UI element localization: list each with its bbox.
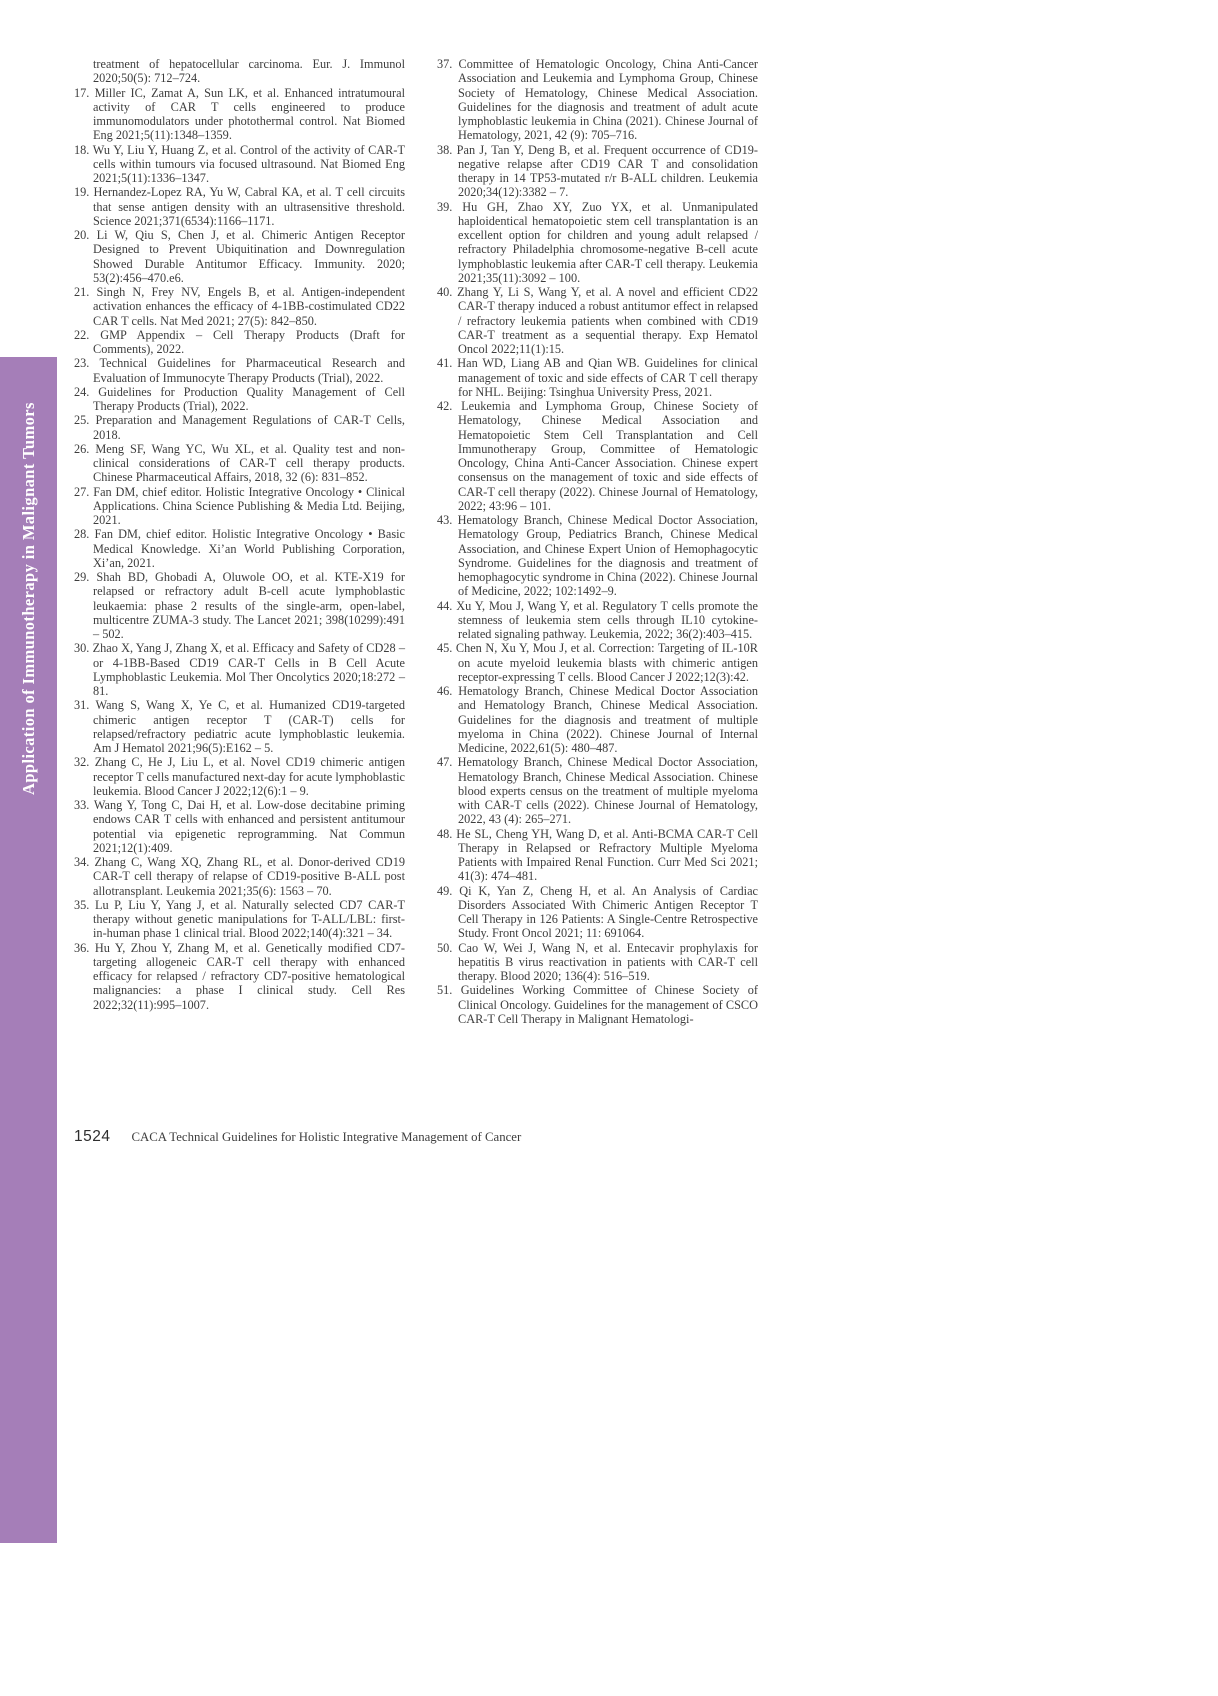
reference-item (437, 513, 758, 599)
reference-number: 46. (437, 684, 453, 698)
page-number: 1524 (74, 1128, 111, 1145)
reference-number: 44. (437, 598, 453, 613)
reference-number: 48. (437, 826, 453, 841)
reference-text: Singh N, Frey NV, Engels B, et al. Antigen-independent activation enhances the efficacy of 4-1BB-costimulated CD22 CAR T cells. Nat Med 2021; 27(5): 842–850. (93, 285, 405, 328)
reference-item (74, 57, 405, 86)
reference-item (74, 698, 405, 755)
reference-text: Zhao X, Yang J, Zhang X, et al. Efficacy and Safety of CD28 – or 4-1BB-Based CD19 CAR-T Cells in B Cell Acute Lymphoblastic Leukemia. Mol Ther Oncolytics 2020;18:272 – 81. (92, 641, 405, 698)
chapter-sidebar (0, 357, 57, 1543)
reference-text: Xu Y, Mou J, Wang Y, et al. Regulatory T cells promote the stemness of leukemia stem cells through IL10 cytokine-related signaling pathway. Leukemia, 2022; 36(2):403–415. (456, 598, 758, 641)
reference-text: Guidelines Working Committee of Chinese Society of Clinical Oncology. Guidelines for the management of CSCO CAR-T Cell Therapy in Malignant Hematologi- (458, 983, 758, 1026)
reference-item (437, 200, 758, 286)
reference-item (437, 983, 758, 1026)
reference-number: 17. (74, 85, 90, 100)
running-footer-title: CACA Technical Guidelines for Holistic Integrative Management of Cancer (131, 1130, 522, 1144)
reference-item (74, 413, 405, 442)
reference-number: 37. (437, 57, 453, 71)
reference-number: 47. (437, 755, 453, 770)
reference-text: Hernandez-Lopez RA, Yu W, Cabral KA, et al. T cell circuits that sense antigen density with an ultrasensitive threshold. Science 2021;371(6534):1166–1171. (93, 185, 405, 228)
reference-text: Hu Y, Zhou Y, Zhang M, et al. Genetically modified CD7-targeting allogeneic CAR-T cell therapy with enhanced efficacy for relapsed / refractory CD7-positive hematological malignancies: a phase I clinical study. Cell Res 2022;32(11):995–1007. (93, 940, 406, 1012)
reference-item (437, 285, 758, 356)
reference-item (74, 941, 405, 1012)
reference-text: Chen N, Xu Y, Mou J, et al. Correction: Targeting of IL-10R on acute myeloid leukemia blasts with chimeric antigen receptor-expressing T cells. Blood Cancer J 2022;12(3):42. (455, 641, 758, 684)
reference-text: Wang S, Wang X, Ye C, et al. Humanized CD19-targeted chimeric antigen receptor T (CAR-T) cells for relapsed/refractory pediatric acute lymphoblastic leukemia. Am J Hematol 2021;96(5):E162 – 5. (93, 698, 405, 755)
reference-number: 32. (74, 755, 90, 770)
reference-item (74, 898, 405, 941)
reference-text: Hematology Branch, Chinese Medical Doctor Association and Hematology Branch, Chinese Medical Association. Guidelines for the diagnosis and treatment of multiple myeloma in China (2022). Chinese Journal of Internal Medicine, 2022,61(5): 480–487. (458, 684, 758, 755)
reference-number: 39. (437, 199, 453, 214)
reference-number: 18. (74, 142, 90, 157)
reference-item (437, 684, 758, 755)
reference-text: Hematology Branch, Chinese Medical Doctor Association, Hematology Branch, Chinese Medical Association. Chinese blood experts census on the treatment of multiple myeloma with CAR-T cells (2022). Chinese Journal of Hematology, 2022, 43 (4): 265–271. (457, 755, 758, 827)
reference-number: 50. (437, 940, 453, 955)
reference-item (74, 185, 405, 228)
reference-item (437, 641, 758, 684)
reference-text: Leukemia and Lymphoma Group, Chinese Society of Hematology, Chinese Medical Association and Hematopoietic Stem Cell Transplantation and Cell Immunotherapy Group, Committee of Hematologic Oncology, China Anti-Cancer Association. Chinese expert consensus on the management of toxic and side effects of CAR-T cell therapy (2022). Chinese Journal of Hematology, 2022; 43:96 – 101. (458, 399, 758, 513)
reference-number: 34. (74, 855, 90, 869)
reference-text: Wang Y, Tong C, Dai H, et al. Low-dose decitabine priming endows CAR T cells with enhanced and persistent antitumour potential via epigenetic reprogramming. Nat Commun 2021;12(1):409. (93, 798, 405, 855)
references-column-left (74, 57, 405, 1012)
reference-text: Zhang C, He J, Liu L, et al. Novel CD19 chimeric antigen receptor T cells manufactured next-day for acute lymphoblastic leukemia. Blood Cancer J 2022;12(6):1 – 9. (93, 755, 405, 798)
reference-item (74, 485, 405, 528)
reference-item (74, 285, 405, 328)
reference-item (74, 86, 405, 143)
reference-item (437, 884, 758, 941)
reference-number: 23. (74, 356, 90, 371)
reference-number: 25. (74, 413, 90, 428)
reference-item (74, 356, 405, 385)
reference-item (74, 143, 405, 186)
reference-text: Fan DM, chief editor. Holistic Integrative Oncology • Clinical Applications. China Science Publishing & Media Ltd. Beijing, 2021. (93, 484, 405, 527)
reference-text: Qi K, Yan Z, Cheng H, et al. An Analysis of Cardiac Disorders Associated With Chimeric Antigen Receptor T Cell Therapy in 126 Patients: A Single-Centre Retrospective Study. Front Oncol 2021; 11: 691064. (458, 883, 758, 941)
reference-text: He SL, Cheng YH, Wang D, et al. Anti-BCMA CAR-T Cell Therapy in Relapsed or Refractory Multiple Myeloma Patients with Impaired Renal Function. Curr Med Sci 2021; 41(3): 474–481. (456, 826, 759, 884)
reference-item (74, 328, 405, 357)
reference-number: 51. (437, 983, 453, 998)
reference-item (437, 599, 758, 642)
reference-text: Fan DM, chief editor. Holistic Integrative Oncology • Basic Medical Knowledge. Xi’an World Publishing Corporation, Xi’an, 2021. (93, 527, 406, 570)
reference-item (437, 755, 758, 826)
reference-text: treatment of hepatocellular carcinoma. Eur. J. Immunol 2020;50(5): 712–724. (93, 57, 405, 86)
reference-text: GMP Appendix – Cell Therapy Products (Draft for Comments), 2022. (93, 327, 406, 356)
reference-number: 20. (74, 228, 90, 242)
reference-item (74, 385, 405, 414)
reference-item (74, 641, 405, 698)
reference-number: 19. (74, 185, 90, 200)
reference-text: Meng SF, Wang YC, Wu XL, et al. Quality test and non-clinical considerations of CAR-T cell therapy products. Chinese Pharmaceutical Affairs, 2018, 32 (6): 831–852. (93, 441, 405, 485)
reference-number: 26. (74, 441, 90, 456)
reference-number: 24. (74, 384, 90, 399)
reference-text: Guidelines for Production Quality Management of Cell Therapy Products (Trial), 2022. (93, 384, 405, 413)
reference-item (437, 57, 758, 143)
reference-text: Shah BD, Ghobadi A, Oluwole OO, et al. KTE-X19 for relapsed or refractory adult B-cell acute lymphoblastic leukaemia: phase 2 results of the single-arm, open-label, multicentre ZUMA-3 study. The Lancet 2021; 398(10299):491 – 502. (93, 570, 405, 641)
reference-text: Zhang Y, Li S, Wang Y, et al. A novel and efficient CD22 CAR-T therapy induced a robust antitumor effect in relapsed / refractory leukemia patients when combined with CD19 CAR-T treatment as a sequential therapy. Exp Hematol Oncol 2022;11(1):15. (457, 285, 758, 356)
reference-item (437, 399, 758, 513)
reference-item (74, 798, 405, 855)
reference-text: Technical Guidelines for Pharmaceutical Research and Evaluation of Immunocyte Therapy Products (Trial), 2022. (93, 356, 405, 385)
reference-text: Li W, Qiu S, Chen J, et al. Chimeric Antigen Receptor Designed to Prevent Ubiquitination and Downregulation Showed Durable Antitumor Efficacy. Immunity. 2020; 53(2):456–470.e6. (93, 228, 405, 285)
reference-text: Zhang C, Wang XQ, Zhang RL, et al. Donor-derived CD19 CAR-T cell therapy of relapse of CD19-positive B-ALL post allotransplant. Leukemia 2021;35(6): 1563 – 70. (93, 855, 405, 898)
reference-number: 21. (74, 285, 90, 299)
reference-number: 49. (437, 883, 453, 898)
reference-number: 45. (437, 641, 453, 656)
reference-number: 22. (74, 327, 90, 342)
reference-text: Committee of Hematologic Oncology, China Anti-Cancer Association and Leukemia and Lymphoma Group, Chinese Society of Hematology, Chinese Medical Association. Guidelines for the diagnosis and treatment of adult acute lymphoblastic leukemia in China (2021). Chinese Journal of Hematology, 2021, 42 (9): 705–716. (458, 57, 758, 143)
reference-number: 42. (437, 399, 453, 413)
reference-item (74, 755, 405, 798)
reference-number: 33. (74, 798, 90, 812)
chapter-sidebar-label: Application of Immunotherapy in Malignant Tumors (19, 402, 38, 795)
reference-item (74, 527, 405, 570)
page-footer (74, 1128, 521, 1146)
reference-item (437, 143, 758, 200)
reference-item (74, 855, 405, 898)
reference-item (74, 570, 405, 641)
reference-number: 29. (74, 570, 90, 584)
reference-text: Wu Y, Liu Y, Huang Z, et al. Control of the activity of CAR-T cells within tumours via focused ultrasound. Nat Biomed Eng 2021;5(11):1336–1347. (92, 142, 405, 185)
reference-item (437, 941, 758, 984)
reference-item (437, 827, 758, 884)
reference-text: Preparation and Management Regulations of CAR-T Cells, 2018. (93, 413, 405, 442)
reference-number: 31. (74, 698, 90, 713)
reference-text: Miller IC, Zamat A, Sun LK, et al. Enhanced intratumoural activity of CAR T cells engineered to produce immunomodulators under photothermal control. Nat Biomed Eng 2021;5(11):1348–1359. (93, 85, 405, 143)
reference-item (74, 442, 405, 485)
reference-text: Hu GH, Zhao XY, Zuo YX, et al. Unmanipulated haploidentical hematopoietic stem cell transplantation is an excellent option for children and young adult relapsed / refractory Philadelphia chromosome-negative B-cell acute lymphoblastic leukemia after CAR-T cell therapy. Leukemia 2021;35(11):3092 – 100. (458, 199, 758, 285)
reference-text: Hematology Branch, Chinese Medical Doctor Association, Hematology Group, Pediatrics Branch, Chinese Medical Association, and Chinese Expert Union of Hemophagocytic Syndrome. Guidelines for the diagnosis and treatment of hemophagocytic syndrome in China (2022). Chinese Journal of Medicine, 2022; 102:1492–9. (457, 513, 758, 599)
reference-number: 35. (74, 897, 90, 912)
reference-number: 40. (437, 285, 453, 299)
reference-number: 28. (74, 527, 90, 542)
reference-number: 41. (437, 356, 453, 371)
reference-item (74, 228, 405, 285)
reference-number: 38. (437, 142, 453, 157)
reference-text: Han WD, Liang AB and Qian WB. Guidelines for clinical management of toxic and side effects of CAR T cell therapy for NHL. Beijing: Tsinghua University Press, 2021. (457, 356, 758, 399)
references-column-right (437, 57, 758, 1026)
reference-text: Cao W, Wei J, Wang N, et al. Entecavir prophylaxis for hepatitis B virus reactivation in patients with CAR-T cell therapy. Blood 2020; 136(4): 516–519. (458, 940, 758, 983)
reference-number: 36. (74, 940, 90, 955)
reference-item (437, 356, 758, 399)
reference-number: 27. (74, 484, 90, 499)
reference-text: Pan J, Tan Y, Deng B, et al. Frequent occurrence of CD19-negative relapse after CD19 CAR T and consolidation therapy in 14 TP53-mutated r/r B-ALL children. Leukemia 2020;34(12):3382 – 7. (456, 142, 758, 200)
reference-number: 30. (74, 641, 90, 656)
reference-text: Lu P, Liu Y, Yang J, et al. Naturally selected CD7 CAR-T therapy without genetic manipulations for T-ALL/LBL: first-in-human phase 1 clinical trial. Blood 2022;140(4):321 – 34. (93, 897, 405, 941)
reference-number: 43. (437, 513, 453, 527)
